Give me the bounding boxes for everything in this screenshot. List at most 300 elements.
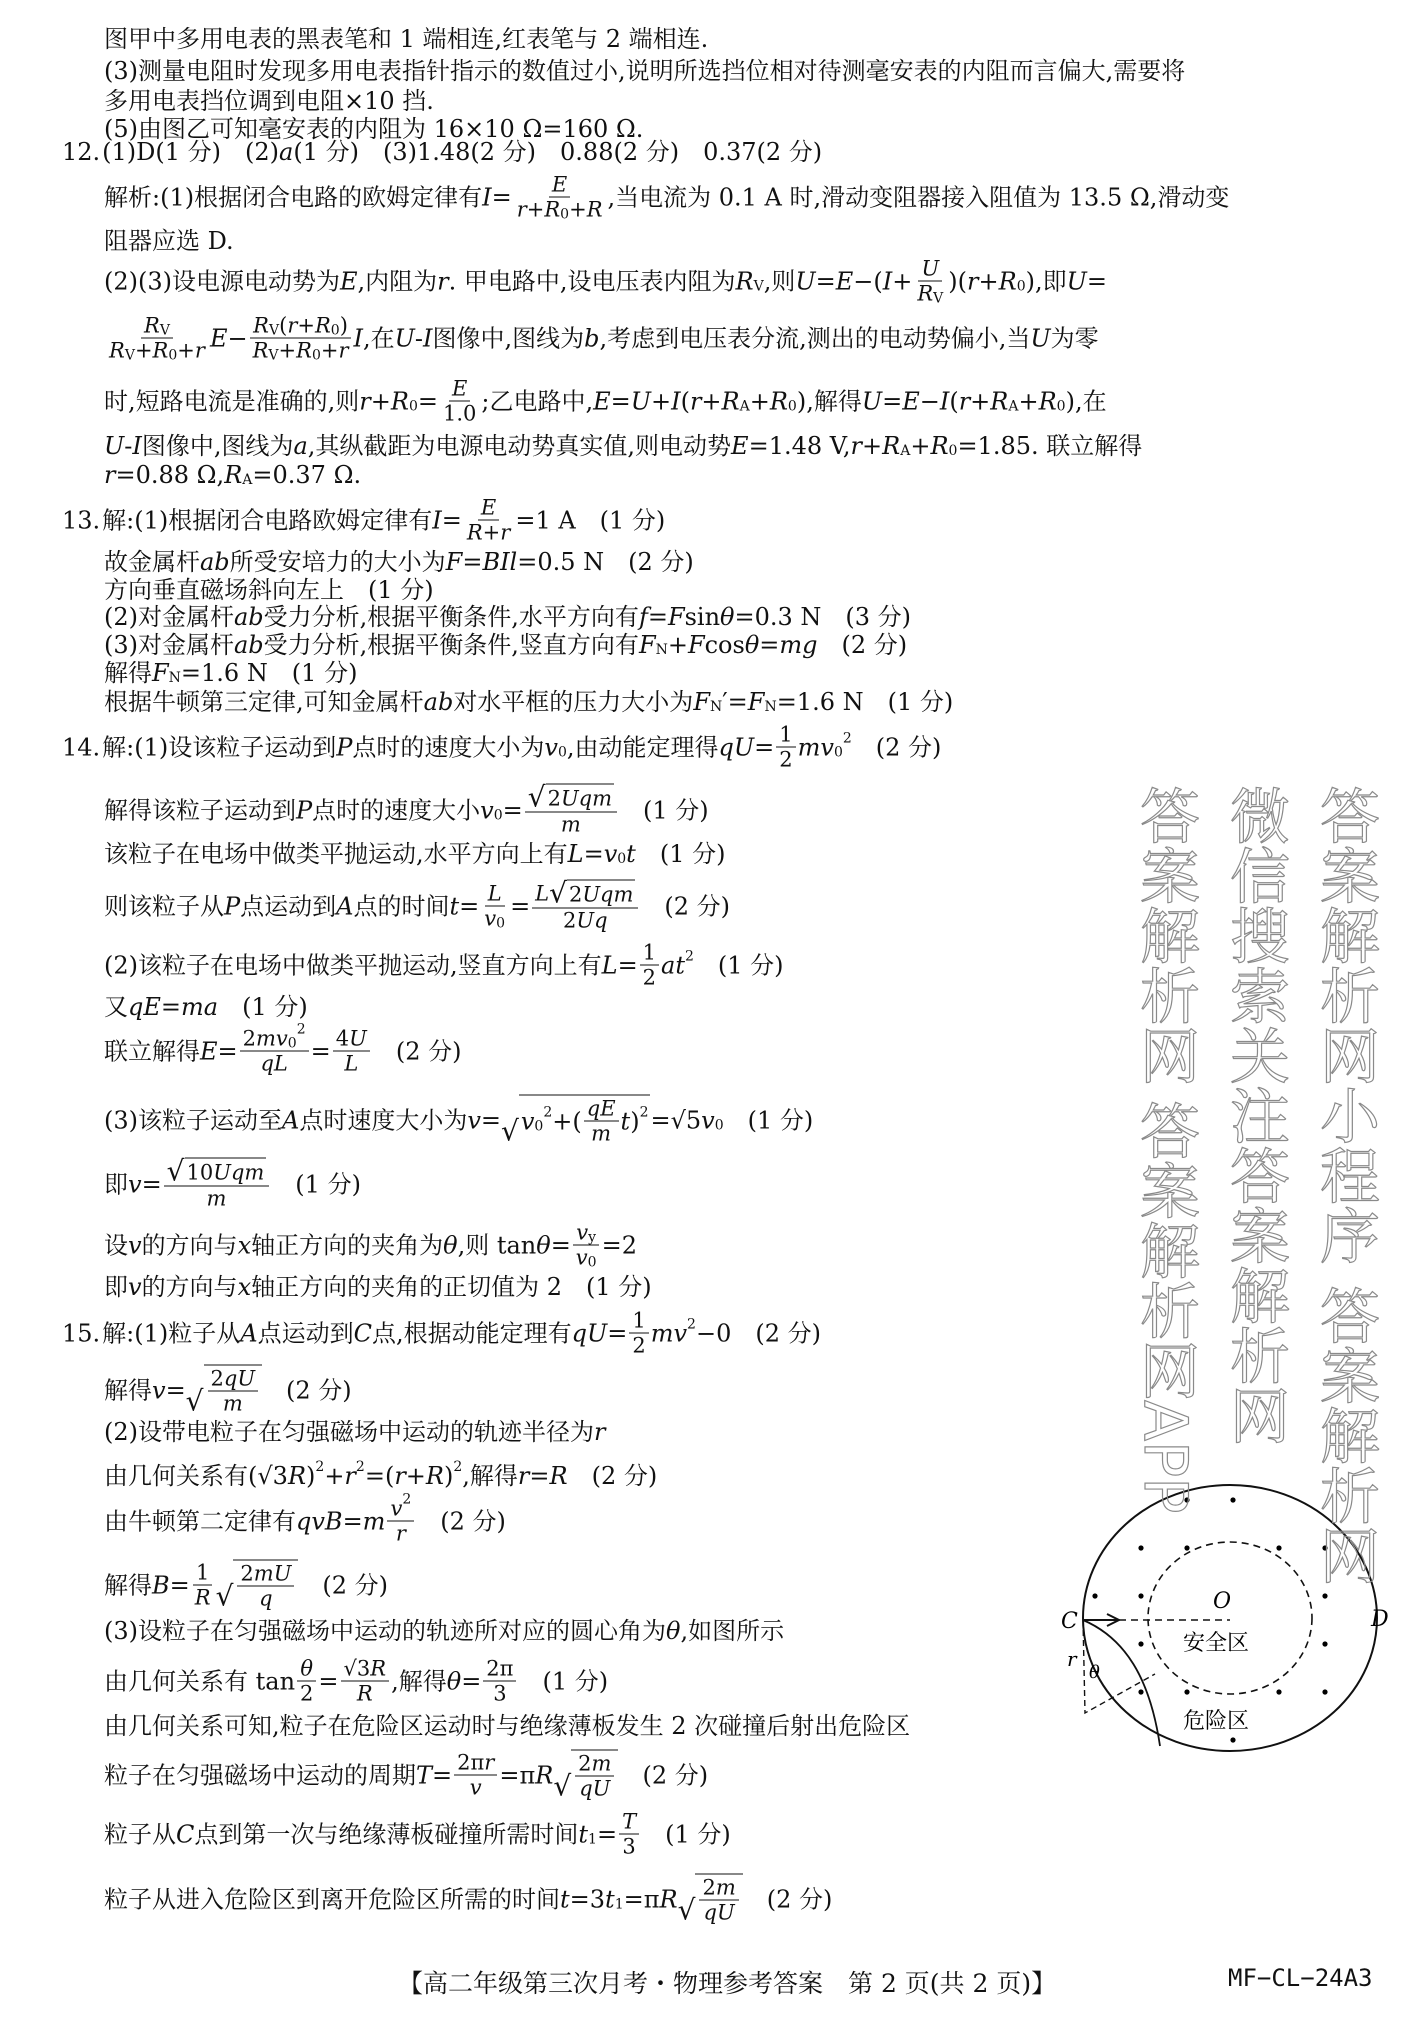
text-run: + bbox=[650, 387, 672, 415]
text-run: ,其纵截距为电源电动势真实值,则电动势 bbox=[307, 432, 732, 460]
text-run: 对水平框的压力大小为 bbox=[453, 688, 694, 716]
text-run: (1 分) bbox=[518, 1667, 609, 1695]
math-variable: L bbox=[344, 1051, 359, 1076]
math-variable: v bbox=[469, 1775, 482, 1800]
text-run: =1.6 N (1 分) bbox=[776, 688, 954, 716]
trajectory-arc bbox=[1083, 1620, 1160, 1746]
text-run: =0.3 N (3 分) bbox=[734, 603, 912, 631]
text-run: = bbox=[480, 1106, 502, 1134]
text-run: ,则 tan bbox=[457, 1231, 537, 1259]
text-run: + bbox=[320, 338, 339, 363]
math-variable: b bbox=[584, 324, 600, 352]
text-run: =( bbox=[364, 1462, 395, 1490]
text-run: 2 bbox=[779, 747, 793, 772]
text-run: =3 bbox=[569, 1885, 606, 1913]
text-run: 又 bbox=[104, 993, 128, 1021]
denominator bbox=[490, 1682, 509, 1706]
math-variable: v bbox=[390, 1496, 403, 1521]
math-variable: x bbox=[237, 1273, 252, 1301]
text-run: ,如图所示 bbox=[680, 1617, 785, 1645]
math-variable: v bbox=[520, 1107, 535, 1135]
text-run: = bbox=[459, 892, 480, 920]
subscript: 1 bbox=[614, 1896, 624, 1912]
answer-line bbox=[104, 377, 1107, 426]
fraction bbox=[514, 173, 606, 222]
answer-line bbox=[104, 1810, 731, 1859]
text-run: 轴正方向的夹角为 bbox=[251, 1231, 444, 1259]
denominator bbox=[629, 1334, 648, 1358]
text-run: = bbox=[141, 1170, 162, 1198]
radical-sign-icon: √ bbox=[215, 1579, 234, 1613]
math-variable: v bbox=[480, 796, 494, 824]
text-run: 受力分析,根据平衡条件,水平方向有 bbox=[263, 603, 639, 631]
fraction bbox=[532, 876, 638, 933]
field-dot bbox=[1322, 1641, 1327, 1646]
math-variable: v bbox=[484, 906, 497, 931]
answer-line bbox=[104, 1418, 605, 1446]
text-run: + bbox=[970, 387, 991, 415]
text-run: = bbox=[160, 993, 181, 1021]
numerator bbox=[483, 1657, 516, 1682]
text-run: - bbox=[124, 432, 133, 460]
math-variable: U bbox=[861, 387, 883, 415]
text-run: + bbox=[910, 432, 931, 460]
denominator bbox=[619, 1835, 638, 1859]
numerator bbox=[918, 257, 942, 282]
math-variable: A bbox=[240, 1319, 258, 1347]
text-run: 所受安培力的大小为 bbox=[229, 548, 446, 576]
math-variable: v bbox=[544, 733, 558, 761]
subscript: 0 bbox=[787, 398, 797, 414]
superscript: 2 bbox=[296, 1021, 306, 1038]
math-variable: θ bbox=[443, 1231, 458, 1259]
denominator bbox=[354, 1682, 376, 1706]
fraction bbox=[387, 1491, 414, 1546]
text-run: 受力分析,根据平衡条件,竖直方向有 bbox=[263, 631, 639, 659]
math-variable: q bbox=[259, 1586, 273, 1611]
answer-line bbox=[104, 993, 308, 1021]
question-number: 13. bbox=[62, 506, 101, 534]
numerator bbox=[449, 377, 470, 402]
answer-line bbox=[104, 1221, 637, 1270]
fraction bbox=[464, 496, 513, 545]
math-variable: mv bbox=[256, 1026, 288, 1051]
math-variable: A bbox=[336, 892, 354, 920]
question-answer-line bbox=[62, 138, 822, 166]
text-run: + bbox=[134, 338, 153, 363]
subscript: 0 bbox=[557, 744, 567, 760]
denominator bbox=[204, 1187, 230, 1211]
math-variable: R bbox=[144, 313, 160, 338]
text-run: (3)测量电阻时发现多用电表指针指示的数值过小,说明所选挡位相对待测毫安表的内阻而言偏大,需要将 bbox=[104, 57, 1186, 85]
math-variable: r bbox=[517, 1462, 530, 1490]
text-run: = bbox=[882, 387, 903, 415]
math-variable: Uqm bbox=[582, 882, 634, 907]
subscript: V bbox=[268, 347, 279, 364]
text-run: 解析:(1)根据闭合电路的欧姆定律有 bbox=[104, 183, 483, 211]
text-run: =0.88 Ω, bbox=[115, 461, 225, 489]
answer-line bbox=[104, 1874, 832, 1925]
math-variable: qU bbox=[718, 733, 755, 761]
math-variable: t bbox=[620, 1107, 631, 1135]
text-run: 2π bbox=[486, 1656, 514, 1681]
footer-title: 【高二年级第三次月考・物理参考答案 第 2 页(共 2 页)】 bbox=[398, 1969, 1057, 1998]
fraction bbox=[208, 1367, 259, 1416]
text-run: (2 分) bbox=[298, 1571, 389, 1599]
text-run: + bbox=[324, 1462, 345, 1490]
answer-line bbox=[104, 1617, 784, 1645]
subscript: V bbox=[933, 290, 944, 307]
math-variable: r bbox=[194, 338, 205, 363]
text-run: (1 分) bbox=[271, 1170, 361, 1198]
text-run: 解:(1)根据闭合电路欧姆定律有 bbox=[102, 506, 433, 534]
math-variable: v bbox=[128, 1273, 142, 1301]
text-run: + bbox=[667, 631, 688, 659]
math-variable: I bbox=[132, 432, 142, 460]
denominator bbox=[560, 909, 611, 933]
numerator bbox=[193, 1561, 212, 1586]
text-run: =π bbox=[499, 1761, 536, 1789]
question-number: 15. bbox=[62, 1319, 101, 1347]
square-root bbox=[216, 1560, 299, 1611]
text-run: ( bbox=[949, 387, 959, 415]
text-run: ) bbox=[443, 1462, 454, 1490]
subscript: 0 bbox=[714, 1117, 724, 1133]
math-variable: T bbox=[622, 1809, 637, 1834]
text-run: 粒子从进入危险区到离开危险区所需的时间 bbox=[104, 1885, 560, 1913]
radicand bbox=[519, 1095, 651, 1146]
math-variable: P bbox=[296, 796, 313, 824]
numerator bbox=[549, 173, 570, 198]
math-variable: I bbox=[939, 387, 950, 415]
text-run: ) bbox=[630, 1107, 640, 1135]
text-run: 1 bbox=[642, 940, 657, 965]
math-variable: E bbox=[551, 172, 568, 197]
text-run: )( bbox=[948, 267, 968, 295]
denominator bbox=[588, 1122, 614, 1146]
math-variable: A bbox=[282, 1106, 300, 1134]
text-run: = bbox=[461, 1667, 482, 1695]
superscript: 2 bbox=[687, 1316, 696, 1332]
text-run: + bbox=[862, 432, 883, 460]
field-dot bbox=[1276, 1689, 1281, 1694]
fraction bbox=[914, 257, 946, 306]
math-variable: qU bbox=[703, 1900, 735, 1925]
text-run: = bbox=[165, 1376, 186, 1404]
text-run: 图甲中多用电表的黑表笔和 1 端相连,红表笔与 2 端相连. bbox=[104, 25, 709, 53]
text-run: 2π bbox=[457, 1750, 485, 1775]
math-variable: qE bbox=[586, 1096, 616, 1121]
fraction bbox=[297, 1657, 316, 1706]
text-run: 点到第一次与绝缘薄板碰撞所需时间 bbox=[194, 1820, 579, 1848]
math-variable: v bbox=[603, 840, 618, 868]
text-run: (1 分) bbox=[218, 993, 308, 1021]
math-variable: E bbox=[340, 267, 358, 295]
denominator bbox=[250, 339, 352, 363]
fraction bbox=[629, 1309, 648, 1358]
text-run: 设 bbox=[104, 1231, 128, 1259]
field-dot bbox=[1092, 1593, 1097, 1598]
text-run: + bbox=[370, 387, 391, 415]
math-variable: E bbox=[480, 495, 497, 520]
subscript: 0 bbox=[833, 744, 843, 760]
denominator bbox=[341, 1052, 361, 1076]
math-variable: U bbox=[1030, 324, 1051, 352]
numerator bbox=[584, 1097, 619, 1122]
text-run: + bbox=[405, 1462, 426, 1490]
text-run: 1.0 bbox=[442, 401, 477, 426]
math-variable: F bbox=[693, 688, 710, 716]
math-variable: m bbox=[560, 812, 581, 837]
numerator bbox=[250, 314, 351, 339]
numerator bbox=[164, 1154, 270, 1188]
text-run: (2)(3)设电源电动势为 bbox=[104, 267, 340, 295]
math-variable: F bbox=[152, 659, 169, 687]
math-variable: v bbox=[128, 1231, 142, 1259]
subscript: V bbox=[753, 278, 764, 294]
text-run: (2)该粒子在电场中做类平抛运动,竖直方向上有 bbox=[104, 951, 602, 979]
math-variable: R bbox=[721, 387, 740, 415]
text-run: 轴正方向的夹角的正切值为 2 (1 分) bbox=[251, 1273, 652, 1301]
velocity-arrow bbox=[1083, 1614, 1119, 1626]
square-root bbox=[553, 1750, 618, 1801]
math-variable: m bbox=[206, 1186, 227, 1211]
text-run: = bbox=[647, 603, 668, 631]
text-run: 点时速度大小为 bbox=[299, 1106, 468, 1134]
text-run: + bbox=[177, 338, 195, 363]
math-variable: θ bbox=[666, 1617, 681, 1645]
text-run: (2)对金属杆 bbox=[104, 603, 234, 631]
radical-sign-icon: √ bbox=[527, 780, 546, 814]
denominator bbox=[192, 1586, 214, 1610]
denominator bbox=[464, 521, 513, 545]
math-variable: r bbox=[594, 1418, 606, 1446]
math-variable: R bbox=[769, 387, 788, 415]
denominator bbox=[393, 1522, 409, 1546]
text-run: = bbox=[310, 1037, 331, 1065]
fraction bbox=[440, 377, 479, 426]
math-variable: Uqm bbox=[560, 786, 613, 811]
math-variable: ab bbox=[234, 631, 264, 659]
fraction bbox=[192, 1561, 214, 1610]
math-variable: t bbox=[560, 1885, 570, 1913]
text-run: ,解得 bbox=[391, 1667, 447, 1695]
text-run: 由几何关系有 tan bbox=[104, 1667, 296, 1695]
math-variable: qU bbox=[571, 1319, 608, 1347]
math-variable: R bbox=[253, 313, 269, 338]
subscript: N bbox=[655, 642, 668, 658]
math-variable: R bbox=[998, 267, 1017, 295]
field-dot bbox=[1322, 1593, 1327, 1598]
text-run: 则该粒子从 bbox=[104, 892, 224, 920]
square-root bbox=[549, 876, 635, 910]
superscript: 2 bbox=[685, 948, 694, 964]
denominator bbox=[106, 339, 208, 363]
math-variable: L bbox=[535, 881, 550, 906]
radicand bbox=[695, 1874, 742, 1925]
text-run: 为零 bbox=[1050, 324, 1099, 352]
text-run: (1)D(1 分) (2) bbox=[102, 138, 280, 166]
answer-line bbox=[104, 227, 234, 255]
numerator bbox=[485, 882, 505, 907]
superscript: 2 bbox=[355, 1459, 365, 1475]
math-variable: ab bbox=[234, 603, 264, 631]
text-run: ,考虑到电压表分流,测出的电动势偏小,当 bbox=[599, 324, 1031, 352]
text-run: 2 bbox=[240, 1561, 254, 1586]
text-run: 解得 bbox=[104, 1571, 152, 1599]
text-run: + bbox=[569, 197, 587, 222]
text-run: 由几何关系可知,粒子在危险区运动时与绝缘薄板发生 2 次碰撞后射出危险区 bbox=[104, 1712, 911, 1740]
numerator bbox=[387, 1491, 414, 1522]
math-variable: m bbox=[715, 1875, 736, 1900]
answer-line bbox=[104, 631, 907, 659]
field-dot bbox=[1184, 1497, 1189, 1502]
text-run: 点时的速度大小 bbox=[312, 796, 481, 824]
text-run: (1 分) bbox=[635, 840, 726, 868]
text-run: ,解得 bbox=[462, 1462, 518, 1490]
text-run: ,则 bbox=[763, 267, 796, 295]
radicand bbox=[204, 1365, 263, 1416]
math-variable: qU bbox=[223, 1366, 256, 1391]
text-run: = bbox=[417, 387, 438, 415]
field-dot bbox=[1230, 1737, 1235, 1742]
math-variable: r bbox=[287, 313, 298, 338]
superscript: 2 bbox=[453, 1459, 463, 1475]
text-run: =π bbox=[623, 1885, 660, 1913]
field-dot bbox=[1138, 1689, 1143, 1694]
subscript: N bbox=[168, 670, 181, 686]
square-root bbox=[527, 780, 614, 814]
radical-sign-icon: √ bbox=[553, 1769, 572, 1803]
text-run: (2)设带电粒子在匀强磁场中运动的轨迹半径为 bbox=[104, 1418, 594, 1446]
text-run: = bbox=[754, 733, 775, 761]
answer-line bbox=[104, 57, 1185, 85]
math-variable: qU bbox=[579, 1776, 611, 1801]
radical-sign-icon: √ bbox=[677, 1893, 696, 1927]
text-run: = bbox=[596, 1820, 618, 1848]
math-variable: r bbox=[437, 267, 449, 295]
subscript: 0 bbox=[587, 1254, 597, 1271]
numerator bbox=[454, 1751, 497, 1776]
math-variable: r bbox=[395, 1521, 406, 1546]
text-run: + bbox=[278, 338, 297, 363]
text-run: 粒子在匀强磁场中运动的周期 bbox=[104, 1761, 416, 1789]
math-variable: R bbox=[586, 197, 603, 222]
math-variable: r bbox=[394, 1462, 406, 1490]
math-variable: ab bbox=[423, 688, 454, 716]
text-run: + bbox=[1018, 387, 1039, 415]
answer-line bbox=[104, 314, 1099, 363]
text-run: (1 分) bbox=[723, 1106, 814, 1134]
text-run: 2 bbox=[702, 1875, 716, 1900]
math-variable: x bbox=[237, 1231, 252, 1259]
math-variable: v bbox=[701, 1106, 715, 1134]
math-variable: F bbox=[667, 603, 685, 631]
math-variable: θ bbox=[536, 1231, 551, 1259]
math-variable: I bbox=[882, 267, 893, 295]
text-run: 故金属杆 bbox=[104, 548, 200, 576]
math-variable: F bbox=[747, 688, 765, 716]
math-variable: R bbox=[314, 313, 331, 338]
numerator bbox=[341, 1657, 390, 1682]
text-run: 的方向与 bbox=[141, 1231, 238, 1259]
text-run: 1 bbox=[195, 1560, 210, 1585]
math-variable: U bbox=[349, 1026, 367, 1051]
math-variable: R bbox=[152, 338, 169, 363]
math-variable: v bbox=[152, 1376, 166, 1404]
answer-line bbox=[104, 576, 434, 604]
denominator bbox=[440, 402, 479, 426]
subscript: 0 bbox=[1016, 278, 1026, 294]
text-run: 2 bbox=[632, 1333, 646, 1358]
text-run: ,由动能定理得 bbox=[566, 733, 719, 761]
text-run: 10 bbox=[186, 1160, 214, 1185]
answer-line bbox=[104, 1154, 361, 1211]
math-variable: m bbox=[362, 1507, 386, 1535]
subscript: 0 bbox=[408, 398, 418, 414]
text-run: 1 bbox=[779, 722, 793, 747]
question-answer-line bbox=[62, 1309, 821, 1358]
denominator bbox=[256, 1587, 275, 1611]
numerator bbox=[640, 941, 659, 966]
text-run: 联立解得 bbox=[104, 1037, 200, 1065]
math-variable: Uqm bbox=[213, 1160, 265, 1185]
subscript: A bbox=[739, 398, 750, 414]
text-run: = bbox=[610, 387, 631, 415]
text-run: 由几何关系有(√3 bbox=[104, 1462, 288, 1490]
fraction bbox=[573, 1221, 600, 1270]
math-variable: R bbox=[390, 387, 409, 415]
math-variable: v bbox=[467, 1106, 481, 1134]
text-run: 多用电表挡位调到电阻×10 挡. bbox=[104, 87, 434, 115]
denominator bbox=[481, 907, 508, 931]
radicand bbox=[185, 1158, 267, 1186]
danger-zone-label: 危险区 bbox=[1183, 1709, 1250, 1734]
text-run: 方向垂直磁场斜向左上 (1 分) bbox=[104, 576, 434, 604]
math-variable: r bbox=[344, 1462, 356, 1490]
subscript: 0 bbox=[496, 915, 506, 932]
text-run: (2 分) bbox=[817, 631, 908, 659]
answer-line bbox=[104, 603, 911, 631]
text-run: =1.6 N (1 分) bbox=[180, 659, 358, 687]
text-run: 1 bbox=[632, 1308, 646, 1333]
answer-line bbox=[104, 780, 709, 837]
math-variable: t bbox=[605, 1885, 615, 1913]
safe-zone-label: 安全区 bbox=[1183, 1631, 1250, 1656]
square-root bbox=[501, 1095, 650, 1146]
text-run: 即 bbox=[104, 1273, 128, 1301]
text-run: 解:(1)粒子从 bbox=[102, 1319, 241, 1347]
math-variable: θ bbox=[300, 1656, 314, 1681]
fraction bbox=[454, 1751, 497, 1800]
answer-line bbox=[104, 840, 725, 868]
math-variable: r bbox=[850, 432, 863, 460]
subscript: y bbox=[588, 1229, 597, 1246]
fraction bbox=[240, 1021, 309, 1076]
fraction bbox=[250, 314, 352, 363]
numerator bbox=[525, 780, 617, 814]
text-run: + bbox=[978, 267, 999, 295]
math-variable: R bbox=[735, 267, 754, 295]
text-run: = bbox=[759, 631, 780, 659]
answer-line bbox=[104, 1657, 608, 1706]
magnetic-field-diagram bbox=[1055, 1478, 1390, 1763]
math-variable: E bbox=[835, 267, 854, 295]
math-variable: R bbox=[1038, 387, 1057, 415]
numerator bbox=[333, 1027, 370, 1052]
text-run: ),即 bbox=[1025, 267, 1067, 295]
math-variable: I bbox=[482, 183, 492, 211]
